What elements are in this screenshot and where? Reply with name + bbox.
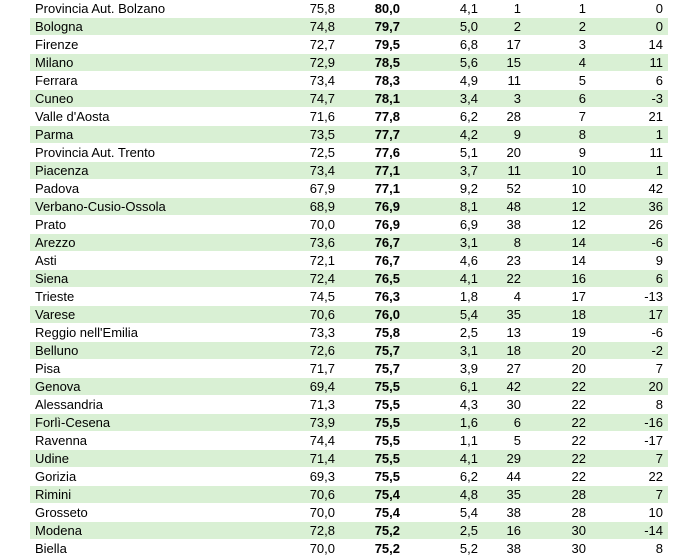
rank-change-cell: -17: [588, 432, 668, 450]
value-2-cell: 76,5: [337, 270, 402, 288]
rank-change-cell: 7: [588, 486, 668, 504]
value-1-cell: 70,6: [237, 486, 337, 504]
rank-1-cell: 35: [480, 306, 523, 324]
rank-1-cell: 22: [480, 270, 523, 288]
rank-change-cell: 11: [588, 54, 668, 72]
table-row: [30, 324, 668, 342]
value-3-cell: 5,4: [402, 504, 480, 522]
province-name-cell: Forlì-Cesena: [30, 414, 237, 432]
rank-2-cell: 1: [523, 0, 588, 18]
table-row: [30, 252, 668, 270]
rank-2-cell: 28: [523, 486, 588, 504]
rank-1-cell: 15: [480, 54, 523, 72]
value-2-cell: 77,7: [337, 126, 402, 144]
value-3-cell: 4,6: [402, 252, 480, 270]
rank-1-cell: 11: [480, 162, 523, 180]
value-2-cell: 75,5: [337, 378, 402, 396]
rank-1-cell: 20: [480, 144, 523, 162]
province-name-cell: Padova: [30, 180, 237, 198]
value-3-cell: 5,0: [402, 18, 480, 36]
value-3-cell: 4,1: [402, 450, 480, 468]
value-3-cell: 6,8: [402, 36, 480, 54]
rank-2-cell: 20: [523, 342, 588, 360]
rank-1-cell: 30: [480, 396, 523, 414]
value-3-cell: 5,1: [402, 144, 480, 162]
province-name-cell: Verbano-Cusio-Ossola: [30, 198, 237, 216]
rank-1-cell: 28: [480, 108, 523, 126]
table-row: [30, 360, 668, 378]
value-2-cell: 75,2: [337, 540, 402, 558]
rank-change-cell: 8: [588, 540, 668, 558]
table-row: [30, 450, 668, 468]
value-3-cell: 3,1: [402, 342, 480, 360]
value-3-cell: 4,9: [402, 72, 480, 90]
table-row: [30, 90, 668, 108]
rank-change-cell: 10: [588, 504, 668, 522]
value-1-cell: 73,3: [237, 324, 337, 342]
value-3-cell: 6,9: [402, 216, 480, 234]
province-name-cell: Gorizia: [30, 468, 237, 486]
rank-1-cell: 16: [480, 522, 523, 540]
table-row: [30, 432, 668, 450]
rank-2-cell: 22: [523, 414, 588, 432]
rank-1-cell: 38: [480, 504, 523, 522]
table-row: [30, 36, 668, 54]
province-name-cell: Rimini: [30, 486, 237, 504]
rank-change-cell: -16: [588, 414, 668, 432]
rank-1-cell: 13: [480, 324, 523, 342]
value-2-cell: 77,1: [337, 180, 402, 198]
table-row: [30, 306, 668, 324]
rank-2-cell: 14: [523, 234, 588, 252]
province-table-container: [30, 0, 668, 557]
value-1-cell: 72,4: [237, 270, 337, 288]
rank-1-cell: 27: [480, 360, 523, 378]
rank-1-cell: 52: [480, 180, 523, 198]
value-3-cell: 3,7: [402, 162, 480, 180]
value-3-cell: 1,1: [402, 432, 480, 450]
province-name-cell: Varese: [30, 306, 237, 324]
value-2-cell: 75,5: [337, 468, 402, 486]
rank-2-cell: 7: [523, 108, 588, 126]
rank-2-cell: 22: [523, 468, 588, 486]
province-name-cell: Alessandria: [30, 396, 237, 414]
rank-change-cell: 0: [588, 18, 668, 36]
value-2-cell: 76,9: [337, 198, 402, 216]
rank-change-cell: 1: [588, 162, 668, 180]
province-name-cell: Cuneo: [30, 90, 237, 108]
table-row: [30, 0, 668, 18]
table-row: [30, 162, 668, 180]
table-row: [30, 414, 668, 432]
rank-change-cell: 11: [588, 144, 668, 162]
province-name-cell: Reggio nell'Emilia: [30, 324, 237, 342]
value-3-cell: 4,8: [402, 486, 480, 504]
rank-2-cell: 3: [523, 36, 588, 54]
province-name-cell: Prato: [30, 216, 237, 234]
province-name-cell: Modena: [30, 522, 237, 540]
value-3-cell: 4,1: [402, 270, 480, 288]
value-3-cell: 1,8: [402, 288, 480, 306]
rank-1-cell: 48: [480, 198, 523, 216]
value-2-cell: 76,3: [337, 288, 402, 306]
rank-change-cell: 26: [588, 216, 668, 234]
value-3-cell: 5,4: [402, 306, 480, 324]
rank-1-cell: 6: [480, 414, 523, 432]
value-3-cell: 3,1: [402, 234, 480, 252]
province-name-cell: Parma: [30, 126, 237, 144]
rank-change-cell: -3: [588, 90, 668, 108]
value-1-cell: 74,8: [237, 18, 337, 36]
table-row: [30, 126, 668, 144]
value-2-cell: 75,2: [337, 522, 402, 540]
province-name-cell: Arezzo: [30, 234, 237, 252]
rank-2-cell: 19: [523, 324, 588, 342]
rank-2-cell: 2: [523, 18, 588, 36]
value-1-cell: 70,0: [237, 540, 337, 558]
rank-change-cell: -14: [588, 522, 668, 540]
rank-change-cell: 7: [588, 360, 668, 378]
value-2-cell: 75,4: [337, 504, 402, 522]
province-name-cell: Genova: [30, 378, 237, 396]
value-1-cell: 70,0: [237, 216, 337, 234]
province-name-cell: Siena: [30, 270, 237, 288]
value-2-cell: 78,1: [337, 90, 402, 108]
rank-change-cell: 8: [588, 396, 668, 414]
table-row: [30, 108, 668, 126]
value-1-cell: 73,6: [237, 234, 337, 252]
rank-change-cell: 7: [588, 450, 668, 468]
value-1-cell: 71,3: [237, 396, 337, 414]
rank-1-cell: 38: [480, 540, 523, 558]
value-2-cell: 76,7: [337, 252, 402, 270]
rank-1-cell: 11: [480, 72, 523, 90]
rank-2-cell: 30: [523, 522, 588, 540]
rank-2-cell: 9: [523, 144, 588, 162]
value-3-cell: 4,1: [402, 0, 480, 18]
province-name-cell: Bologna: [30, 18, 237, 36]
rank-1-cell: 18: [480, 342, 523, 360]
rank-1-cell: 23: [480, 252, 523, 270]
table-row: [30, 144, 668, 162]
rank-1-cell: 42: [480, 378, 523, 396]
rank-change-cell: 20: [588, 378, 668, 396]
value-3-cell: 5,2: [402, 540, 480, 558]
value-1-cell: 72,8: [237, 522, 337, 540]
rank-2-cell: 22: [523, 396, 588, 414]
value-2-cell: 75,5: [337, 396, 402, 414]
value-2-cell: 75,5: [337, 414, 402, 432]
rank-2-cell: 16: [523, 270, 588, 288]
value-3-cell: 2,5: [402, 522, 480, 540]
rank-change-cell: 22: [588, 468, 668, 486]
rank-2-cell: 4: [523, 54, 588, 72]
value-1-cell: 72,9: [237, 54, 337, 72]
rank-change-cell: 6: [588, 72, 668, 90]
table-row: [30, 468, 668, 486]
rank-change-cell: 14: [588, 36, 668, 54]
table-row: [30, 270, 668, 288]
value-2-cell: 78,3: [337, 72, 402, 90]
table-row: [30, 216, 668, 234]
table-row: [30, 54, 668, 72]
rank-change-cell: 9: [588, 252, 668, 270]
value-1-cell: 70,6: [237, 306, 337, 324]
province-name-cell: Biella: [30, 540, 237, 558]
value-3-cell: 1,6: [402, 414, 480, 432]
rank-change-cell: 42: [588, 180, 668, 198]
value-2-cell: 78,5: [337, 54, 402, 72]
value-2-cell: 80,0: [337, 0, 402, 18]
rank-change-cell: 36: [588, 198, 668, 216]
rank-change-cell: 17: [588, 306, 668, 324]
value-1-cell: 72,5: [237, 144, 337, 162]
value-2-cell: 75,7: [337, 360, 402, 378]
value-1-cell: 70,0: [237, 504, 337, 522]
value-2-cell: 75,8: [337, 324, 402, 342]
value-1-cell: 69,4: [237, 378, 337, 396]
value-1-cell: 73,9: [237, 414, 337, 432]
table-row: [30, 288, 668, 306]
value-2-cell: 75,4: [337, 486, 402, 504]
rank-change-cell: -6: [588, 234, 668, 252]
value-3-cell: 4,3: [402, 396, 480, 414]
province-name-cell: Grosseto: [30, 504, 237, 522]
rank-2-cell: 22: [523, 450, 588, 468]
rank-change-cell: -6: [588, 324, 668, 342]
value-2-cell: 76,9: [337, 216, 402, 234]
value-1-cell: 72,6: [237, 342, 337, 360]
value-2-cell: 75,5: [337, 432, 402, 450]
province-name-cell: Valle d'Aosta: [30, 108, 237, 126]
rank-2-cell: 10: [523, 162, 588, 180]
value-2-cell: 79,7: [337, 18, 402, 36]
table-row: [30, 378, 668, 396]
value-1-cell: 72,1: [237, 252, 337, 270]
value-3-cell: 6,2: [402, 468, 480, 486]
province-name-cell: Provincia Aut. Bolzano: [30, 0, 237, 18]
table-row: [30, 504, 668, 522]
value-1-cell: 67,9: [237, 180, 337, 198]
rank-2-cell: 28: [523, 504, 588, 522]
value-1-cell: 72,7: [237, 36, 337, 54]
value-3-cell: 5,6: [402, 54, 480, 72]
value-2-cell: 77,6: [337, 144, 402, 162]
table-row: [30, 234, 668, 252]
rank-2-cell: 14: [523, 252, 588, 270]
value-2-cell: 76,0: [337, 306, 402, 324]
province-name-cell: Piacenza: [30, 162, 237, 180]
rank-1-cell: 35: [480, 486, 523, 504]
rank-2-cell: 6: [523, 90, 588, 108]
value-2-cell: 77,8: [337, 108, 402, 126]
value-3-cell: 4,2: [402, 126, 480, 144]
rank-change-cell: 1: [588, 126, 668, 144]
rank-change-cell: 0: [588, 0, 668, 18]
value-3-cell: 3,9: [402, 360, 480, 378]
rank-2-cell: 18: [523, 306, 588, 324]
value-1-cell: 69,3: [237, 468, 337, 486]
rank-change-cell: -2: [588, 342, 668, 360]
province-table: [30, 0, 668, 558]
value-3-cell: 2,5: [402, 324, 480, 342]
table-body: [30, 0, 668, 558]
rank-1-cell: 29: [480, 450, 523, 468]
value-1-cell: 74,4: [237, 432, 337, 450]
province-name-cell: Udine: [30, 450, 237, 468]
province-name-cell: Provincia Aut. Trento: [30, 144, 237, 162]
rank-2-cell: 17: [523, 288, 588, 306]
rank-change-cell: -13: [588, 288, 668, 306]
rank-change-cell: 6: [588, 270, 668, 288]
rank-1-cell: 4: [480, 288, 523, 306]
value-1-cell: 75,8: [237, 0, 337, 18]
value-1-cell: 71,6: [237, 108, 337, 126]
rank-1-cell: 44: [480, 468, 523, 486]
rank-2-cell: 20: [523, 360, 588, 378]
value-2-cell: 75,5: [337, 450, 402, 468]
province-name-cell: Asti: [30, 252, 237, 270]
value-1-cell: 71,7: [237, 360, 337, 378]
province-name-cell: Firenze: [30, 36, 237, 54]
province-name-cell: Trieste: [30, 288, 237, 306]
value-3-cell: 9,2: [402, 180, 480, 198]
rank-change-cell: 21: [588, 108, 668, 126]
value-1-cell: 68,9: [237, 198, 337, 216]
rank-2-cell: 5: [523, 72, 588, 90]
value-2-cell: 75,7: [337, 342, 402, 360]
table-row: [30, 486, 668, 504]
value-1-cell: 74,5: [237, 288, 337, 306]
value-2-cell: 79,5: [337, 36, 402, 54]
rank-2-cell: 22: [523, 432, 588, 450]
province-name-cell: Ferrara: [30, 72, 237, 90]
value-1-cell: 71,4: [237, 450, 337, 468]
value-3-cell: 3,4: [402, 90, 480, 108]
rank-1-cell: 8: [480, 234, 523, 252]
rank-2-cell: 10: [523, 180, 588, 198]
rank-2-cell: 22: [523, 378, 588, 396]
value-1-cell: 74,7: [237, 90, 337, 108]
value-2-cell: 77,1: [337, 162, 402, 180]
value-1-cell: 73,4: [237, 162, 337, 180]
rank-1-cell: 9: [480, 126, 523, 144]
province-name-cell: Ravenna: [30, 432, 237, 450]
rank-2-cell: 30: [523, 540, 588, 558]
rank-1-cell: 38: [480, 216, 523, 234]
rank-1-cell: 1: [480, 0, 523, 18]
table-row: [30, 180, 668, 198]
value-1-cell: 73,4: [237, 72, 337, 90]
table-row: [30, 522, 668, 540]
table-row: [30, 396, 668, 414]
value-3-cell: 6,1: [402, 378, 480, 396]
province-name-cell: Belluno: [30, 342, 237, 360]
value-2-cell: 76,7: [337, 234, 402, 252]
value-3-cell: 8,1: [402, 198, 480, 216]
rank-2-cell: 8: [523, 126, 588, 144]
rank-2-cell: 12: [523, 198, 588, 216]
rank-1-cell: 2: [480, 18, 523, 36]
value-1-cell: 73,5: [237, 126, 337, 144]
value-3-cell: 6,2: [402, 108, 480, 126]
province-name-cell: Milano: [30, 54, 237, 72]
table-row: [30, 342, 668, 360]
table-row: [30, 18, 668, 36]
rank-1-cell: 17: [480, 36, 523, 54]
rank-1-cell: 5: [480, 432, 523, 450]
table-row: [30, 72, 668, 90]
table-row: [30, 198, 668, 216]
rank-2-cell: 12: [523, 216, 588, 234]
table-row: [30, 540, 668, 558]
rank-1-cell: 3: [480, 90, 523, 108]
province-name-cell: Pisa: [30, 360, 237, 378]
